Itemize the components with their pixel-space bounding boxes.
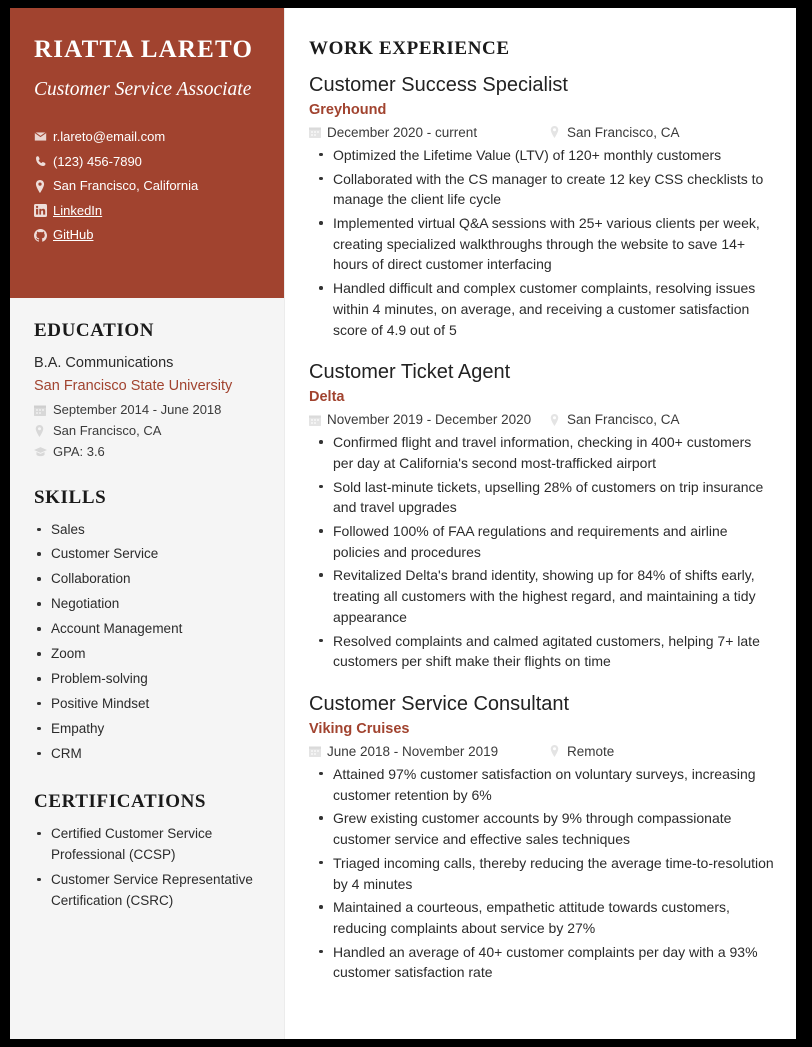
list-item: Collaborated with the CS manager to create 12 key CSS checklists to manage the client life cycle [309,169,774,210]
job-meta [309,412,774,427]
list-item: Problem-solving [34,669,260,690]
job-entry [309,359,774,672]
work-experience-heading: WORK EXPERIENCE [309,38,510,59]
contact-item-phone [34,154,260,170]
list-item: Handled an average of 40+ customer complaints per day with a 93% customer satisfaction rate [309,942,774,983]
sidebar-body [10,298,284,961]
list-item: Grew existing customer accounts by 9% through compassionate customer service and effective sales techniques [309,808,774,849]
contact-item-github[interactable] [34,227,260,243]
education-location [34,423,260,439]
skills-section [34,487,260,765]
sidebar-header [10,8,284,298]
job-company: Viking Cruises [309,721,410,738]
github-icon [34,229,53,242]
certifications-section [34,791,260,912]
list-item: Negotiation [34,594,260,615]
job-bullets [309,764,774,983]
job-date [309,412,549,427]
list-item: Revitalized Delta's brand identity, showing up for 84% of shifts early, treating all customers with the highest regard, and maintaining a tidy appearance [309,565,774,627]
job-role: Customer Ticket Agent [309,361,511,384]
resume-page [10,8,796,1039]
education-degree: B.A. Communications [34,355,174,371]
job-bullets [309,145,774,340]
job-company: Delta [309,389,345,406]
list-item: Triaged incoming calls, thereby reducing the average time-to-resolution by 4 minutes [309,853,774,894]
list-item: Account Management [34,619,260,640]
list-item: Handled difficult and complex customer complaints, resolving issues within 4 minutes, on average, and receiving a customer satisfaction score of 4.9 out of 5 [309,278,774,340]
graduation-cap-icon [34,446,53,458]
education-gpa [34,444,260,460]
list-item: Followed 100% of FAA regulations and requirements and airline policies and procedures [309,521,774,562]
job-entry [309,691,774,983]
list-item: Customer Service Representative Certification (CSRC) [34,870,260,912]
education-heading: EDUCATION [34,320,155,341]
list-item: Confirmed flight and travel information, checking in 400+ customers per day at California's second most-trafficked airport [309,432,774,473]
list-item: Zoom [34,644,260,665]
sidebar [10,8,285,1039]
job-location [549,412,680,427]
education-date-text: September 2014 - June 2018 [53,401,222,417]
education-school: San Francisco State University [34,377,233,394]
list-item: Collaboration [34,569,260,590]
contact-item-location [34,178,260,194]
job-location [549,125,680,140]
list-item: Positive Mindset [34,694,260,715]
education-date [34,402,260,418]
phone-icon [34,155,53,168]
list-item: Maintained a courteous, empathetic attitude towards customers, reducing complaints about service by 27% [309,897,774,938]
job-role: Customer Success Specialist [309,74,568,96]
linkedin-icon [34,204,53,217]
job-entry [309,72,774,340]
candidate-subtitle: Customer Service Associate [34,78,252,100]
skills-list [34,520,260,765]
contact-linkedin-link[interactable]: LinkedIn [53,202,103,218]
skills-heading: SKILLS [34,486,107,508]
education-gpa-text: GPA: 3.6 [53,444,105,460]
calendar-icon [309,745,327,757]
job-role: Customer Service Consultant [309,693,570,716]
certifications-heading: CERTIFICATIONS [34,790,207,812]
certifications-list [34,824,260,912]
job-company: Greyhound [309,102,387,118]
list-item: Resolved complaints and calmed agitated customers, helping 7+ late customers per shift make their flights on time [309,631,774,672]
list-item: Sales [34,520,260,541]
contact-email-text: r.lareto@email.com [53,129,166,145]
calendar-icon [309,126,327,138]
job-location [549,744,614,759]
job-meta [309,744,774,759]
calendar-icon [309,414,327,426]
job-date-text: June 2018 - November 2019 [327,743,499,759]
contact-location-text: San Francisco, California [53,178,199,194]
list-item: Implemented virtual Q&A sessions with 25+ various clients per week, creating specialized walkthroughs through the website to save 14+ hours of direct customer interfacing [309,213,774,275]
list-item: Attained 97% customer satisfaction on voluntary surveys, increasing customer retention by 6% [309,764,774,805]
calendar-icon [34,404,53,416]
job-location-text: San Francisco, CA [567,412,680,428]
job-location-text: Remote [567,743,615,759]
list-item: Optimized the Lifetime Value (LTV) of 120+ monthly customers [309,145,774,166]
list-item: Certified Customer Service Professional (CCSP) [34,824,260,866]
job-date-text: November 2019 - December 2020 [327,412,532,428]
list-item: Sold last-minute tickets, upselling 28% of customers on trip insurance and travel upgrades [309,477,774,518]
location-pin-icon [34,180,53,193]
list-item: Customer Service [34,544,260,565]
list-item: CRM [34,744,260,765]
list-item: Empathy [34,719,260,740]
page-title: RIATTA LARETO [34,36,254,63]
education-section [34,320,260,461]
envelope-icon [34,130,53,143]
job-bullets [309,432,774,672]
job-date [309,125,549,140]
job-date-text: December 2020 - current [327,124,478,140]
contact-list [34,129,260,243]
location-pin-icon [549,745,567,757]
main-content [285,8,796,1039]
contact-phone-text: (123) 456-7890 [53,153,142,169]
contact-item-email [34,129,260,145]
contact-item-linkedin[interactable] [34,203,260,219]
job-location-text: San Francisco, CA [567,124,680,140]
job-meta [309,125,774,140]
location-pin-icon [549,414,567,426]
location-pin-icon [549,126,567,138]
location-pin-icon [34,425,53,437]
education-location-text: San Francisco, CA [53,423,162,439]
contact-github-link[interactable]: GitHub [53,227,94,243]
job-date [309,744,549,759]
